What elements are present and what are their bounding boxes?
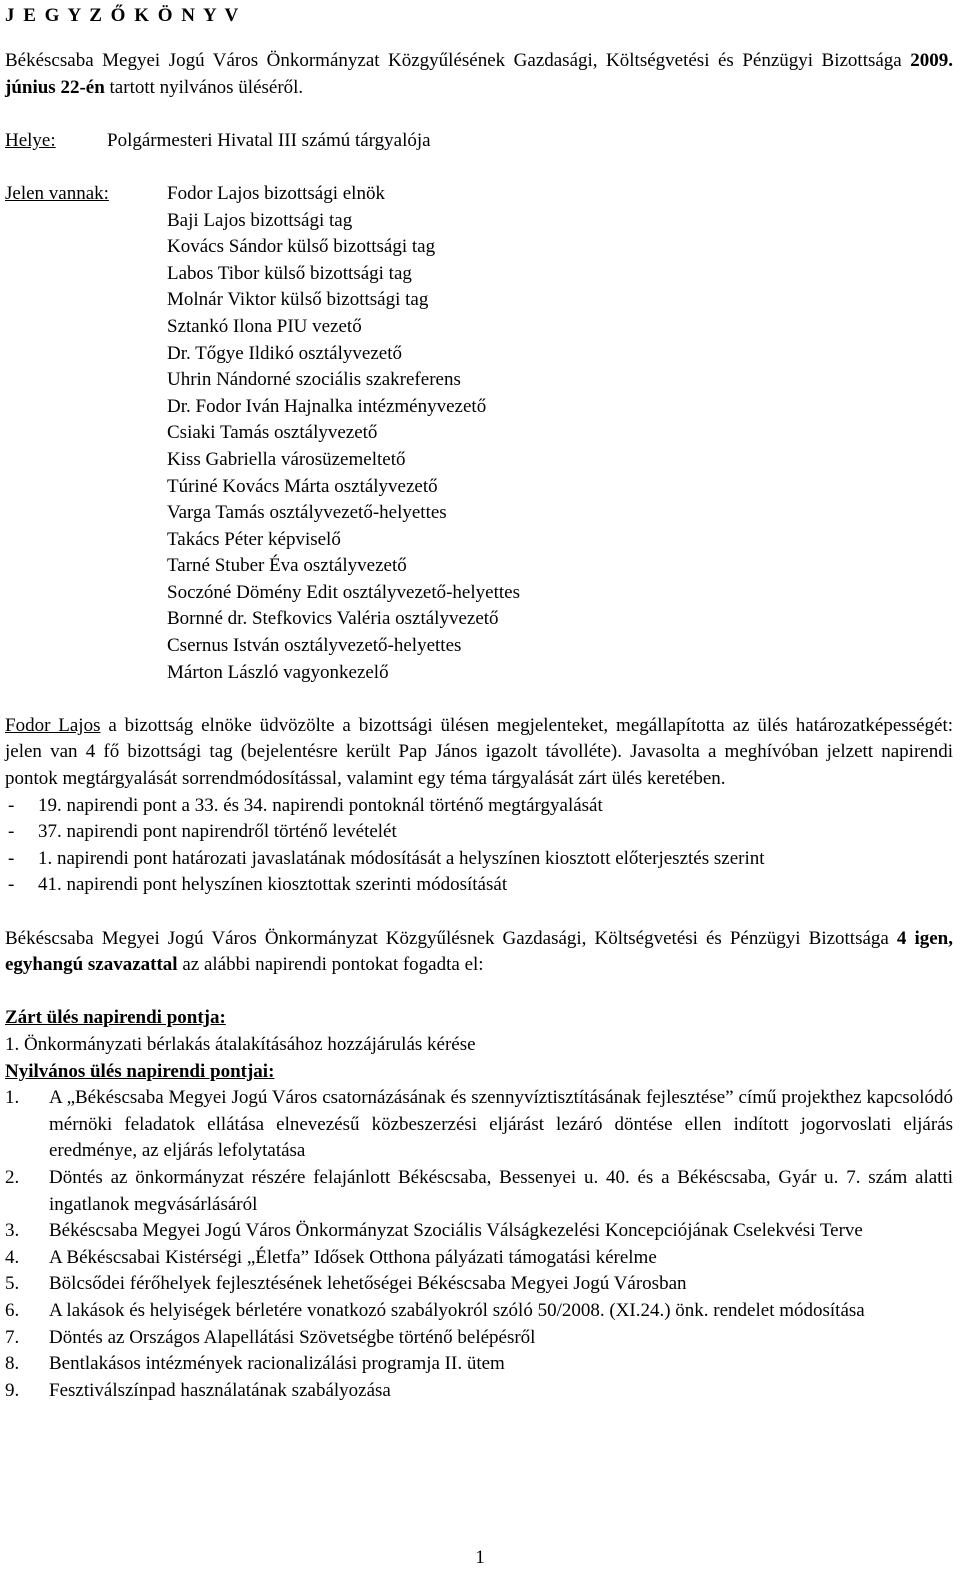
location-value: Polgármesteri Hivatal III számú tárgyalója: [107, 129, 431, 151]
attendee-item: Márton László vagyonkezelő: [167, 661, 389, 683]
open-session-heading: Nyilvános ülés napirendi pontjai:: [5, 1060, 275, 1082]
vote-post: az alábbi napirendi pontokat fogadta el:: [177, 954, 484, 976]
attendee-item: Molnár Viktor külső bizottsági tag: [167, 289, 429, 311]
bullet-dash: -: [8, 821, 15, 843]
agenda-change-text: 41. napirendi pont helyszínen kiosztottak szerinti módosítását: [38, 874, 508, 896]
agenda-change-text: 1. napirendi pont határozati javaslatának módosítását a helyszínen kiosztott előterjesztés szerint: [38, 847, 765, 869]
attendee-item: Kovács Sándor külső bizottsági tag: [167, 236, 436, 258]
agenda-change-item: [5, 846, 953, 873]
agenda-change-item: [5, 819, 953, 846]
attendee-item: Túriné Kovács Márta osztályvezető: [167, 475, 438, 497]
agenda-item-number: 5.: [5, 1273, 20, 1295]
agenda-change-text: 37. napirendi pont napirendről történő levételét: [38, 821, 397, 843]
agenda-item-text: Döntés az Országos Alapellátási Szövetségbe történő belépésről: [49, 1326, 536, 1348]
agenda-change-text: 19. napirendi pont a 33. és 34. napirendi pontoknál történő megtárgyalását: [38, 794, 603, 816]
agenda-item: [5, 1085, 953, 1165]
agenda-item-number: 4.: [5, 1246, 20, 1268]
vote-pre: Békéscsaba Megyei Jogú Város Önkormányzat Közgyűlésnek Gazdasági, Költségvetési és Pénzügyi Bizottsága: [5, 927, 897, 949]
attendee-item: Dr. Tőgye Ildikó osztályvezető: [167, 342, 402, 364]
present-row: [5, 181, 953, 686]
agenda-item: [5, 1245, 953, 1272]
attendee-item: Dr. Fodor Iván Hajnalka intézményvezető: [167, 395, 487, 417]
bullet-dash: -: [8, 847, 15, 869]
bullet-dash: -: [8, 874, 15, 896]
vote-paragraph: [5, 926, 953, 979]
agenda-item: [5, 1378, 953, 1405]
attendee-item: Takács Péter képviselő: [167, 528, 341, 550]
present-label: Jelen vannak:: [5, 182, 109, 204]
agenda-item-number: 8.: [5, 1353, 20, 1375]
agenda-item: [5, 1351, 953, 1378]
agenda-item: [5, 1298, 953, 1325]
vote-result: 4 igen, egyhangú szavazattal: [5, 927, 953, 976]
agenda-item-number: 1.: [5, 1087, 20, 1109]
agenda-item-text: A „Békéscsaba Megyei Jogú Város csatornázásának és szennyvíztisztításának fejlesztése” című projekthez kapcsolódó mérnöki feladatok ellátása elnevezésű közbeszerzési eljárást lezáró döntése ellen indított jogorvoslati eljárás eredménye, az eljárás lefolytatása: [49, 1087, 953, 1162]
closed-session-heading: Zárt ülés napirendi pontja:: [5, 1007, 226, 1029]
agenda-item-text: Döntés az önkormányzat részére felajánlott Békéscsaba, Bessenyei u. 40. és a Békéscsaba, Gyár u. 7. szám alatti ingatlanok megvásárlásáról: [49, 1166, 953, 1215]
attendee-item: Labos Tibor külső bizottsági tag: [167, 262, 412, 284]
agenda-item-text: A lakások és helyiségek bérletére vonatkozó szabályokról szóló 50/2008. (XI.24.) önk. rendelet módosítása: [49, 1299, 865, 1321]
attendee-item: Baji Lajos bizottsági tag: [167, 209, 353, 231]
agenda-item-text: Fesztiválszínpad használatának szabályozása: [49, 1379, 391, 1401]
meeting-date: 2009. június 22-én: [5, 50, 953, 98]
agenda-item-number: 2.: [5, 1166, 20, 1188]
agenda-item-text: Bentlakásos intézmények racionalizálási programja II. ütem: [49, 1353, 505, 1375]
attendee-item: Sztankó Ilona PIU vezető: [167, 315, 362, 337]
agenda-item-number: 3.: [5, 1220, 20, 1242]
attendee-item: Soczóné Dömény Edit osztályvezető-helyettes: [167, 581, 520, 603]
agenda-item: [5, 1218, 953, 1245]
closed-session-item: 1. Önkormányzati bérlakás átalakításához hozzájárulás kérése: [5, 1033, 476, 1055]
open-session-list: [5, 1085, 953, 1404]
opening-paragraph: [5, 713, 953, 793]
page-number: 1: [475, 1547, 485, 1568]
document-title: J E G Y Z Ő K Ö N Y V: [5, 5, 241, 26]
agenda-item-text: Békéscsaba Megyei Jogú Város Önkormányzat Szociális Válságkezelési Koncepciójának Cselekvési Terve: [49, 1220, 863, 1242]
agenda-item-number: 6.: [5, 1299, 20, 1321]
location-row: [5, 128, 953, 155]
attendee-item: Csernus István osztályvezető-helyettes: [167, 635, 462, 657]
agenda-item-text: A Békéscsabai Kistérségi „Életfa” Idősek Otthona pályázati támogatási kérelme: [49, 1246, 657, 1268]
document-page: [5, 0, 953, 1404]
agenda-change-item: [5, 872, 953, 899]
intro-pre: Békéscsaba Megyei Jogú Város Önkormányzat Közgyűlésének Gazdasági, Költségvetési és Pénzügyi Bizottsága: [5, 50, 911, 71]
attendee-item: Fodor Lajos bizottsági elnök: [167, 182, 385, 204]
agenda-item: [5, 1271, 953, 1298]
agenda-change-list: [5, 793, 953, 899]
agenda-item: [5, 1165, 953, 1218]
attendee-item: Tarné Stuber Éva osztályvezető: [167, 555, 407, 577]
intro-post: tartott nyilvános üléséről.: [104, 76, 304, 98]
intro-paragraph: [5, 48, 953, 101]
attendee-item: Varga Tamás osztályvezető-helyettes: [167, 502, 447, 524]
chair-name: Fodor Lajos: [5, 714, 101, 736]
attendee-item: Kiss Gabriella városüzemeltető: [167, 448, 406, 470]
agenda-item: [5, 1325, 953, 1352]
attendee-item: Uhrin Nándorné szociális szakreferens: [167, 369, 461, 391]
location-label: Helye:: [5, 129, 56, 151]
attendee-list: [167, 181, 520, 686]
agenda-item-number: 7.: [5, 1326, 20, 1348]
attendee-item: Csiaki Tamás osztályvezető: [167, 422, 378, 444]
attendee-item: Bornné dr. Stefkovics Valéria osztályvezető: [167, 608, 499, 630]
opening-text: a bizottság elnöke üdvözölte a bizottsági ülésen megjelenteket, megállapította az ülés határozatképességét: jelen van 4 fő bizottsági tag (bejelentésre került Pap János igazolt távolléte). Javasolta a meghívóban jelzett napirendi pontok megtárgyalását sorrendmódosítással, valamint egy téma tárgyalását zárt ülés keretében.: [5, 714, 954, 790]
agenda-item-number: 9.: [5, 1379, 20, 1401]
agenda-change-item: [5, 793, 953, 820]
agenda-item-text: Bölcsődei férőhelyek fejlesztésének lehetőségei Békéscsaba Megyei Jogú Városban: [49, 1273, 687, 1295]
bullet-dash: -: [8, 794, 15, 816]
